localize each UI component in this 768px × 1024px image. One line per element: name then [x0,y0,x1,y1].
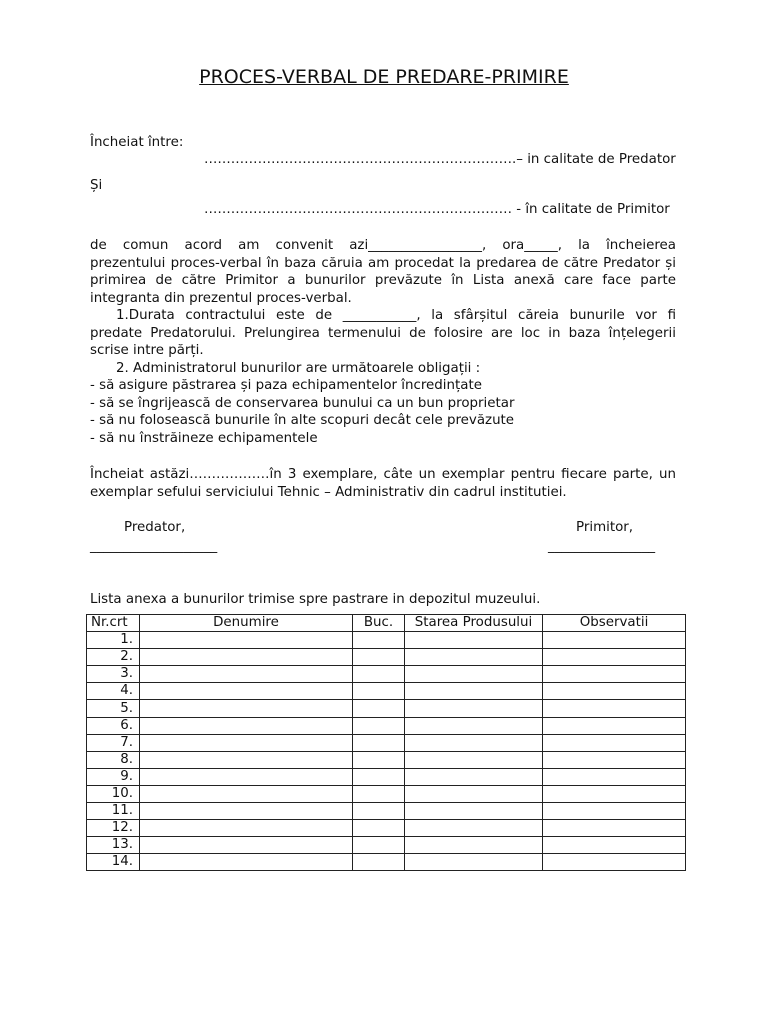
column-header-observatii: Observatii [543,615,686,632]
starea-cell[interactable] [405,854,543,871]
column-header-starea: Starea Produsului [405,615,543,632]
table-header-row [87,615,686,632]
observatii-cell[interactable] [543,700,686,717]
buc-cell[interactable] [353,632,405,649]
starea-cell[interactable] [405,785,543,802]
observatii-cell[interactable] [543,785,686,802]
primitor-party-line: …………………………………………………………… - în calitate de Primitor [204,202,670,217]
clause1-line: predate Predatorului. Prelungirea termenului de folosire are loc in baza înțelegerii [90,325,676,341]
starea-cell[interactable] [405,734,543,751]
denumire-cell[interactable] [140,785,353,802]
table-row [87,837,686,854]
annex-title: Lista anexa a bunurilor trimise spre pastrare in depozitul muzeului. [90,592,541,607]
buc-cell[interactable] [353,803,405,820]
denumire-cell[interactable] [140,632,353,649]
column-header-denumire: Denumire [140,615,353,632]
buc-cell[interactable] [353,666,405,683]
denumire-cell[interactable] [140,820,353,837]
row-number: 12. [87,820,140,837]
page-title: PROCES-VERBAL DE PREDARE-PRIMIRE [199,66,569,88]
table-row [87,734,686,751]
row-number: 2. [87,649,140,666]
table-row [87,649,686,666]
denumire-cell[interactable] [140,751,353,768]
primitor-signature-line: ________________ [548,539,656,554]
observatii-cell[interactable] [543,717,686,734]
buc-cell[interactable] [353,837,405,854]
table-row [87,751,686,768]
table-row [87,785,686,802]
buc-cell[interactable] [353,751,405,768]
observatii-cell[interactable] [543,820,686,837]
agreement-line: de comun acord am convenit azi_________________, ora_____, la încheierea [90,238,676,253]
clause2-intro: 2. Administratorul bunurilor are următoarele obligații : [116,360,481,376]
starea-cell[interactable] [405,751,543,768]
predator-signature-line: ___________________ [90,539,218,554]
observatii-cell[interactable] [543,751,686,768]
row-number: 3. [87,666,140,683]
row-number: 8. [87,751,140,768]
row-number: 6. [87,717,140,734]
starea-cell[interactable] [405,717,543,734]
buc-cell[interactable] [353,700,405,717]
starea-cell[interactable] [405,700,543,717]
column-header-buc: Buc. [353,615,405,632]
denumire-cell[interactable] [140,683,353,700]
obligation-item: - să nu folosească bunurile în alte scopuri decât cele prevăzute [90,413,515,428]
observatii-cell[interactable] [543,803,686,820]
buc-cell[interactable] [353,854,405,871]
annex-table [86,614,686,871]
clause1-line: scrise intre părți. [90,343,204,358]
obligation-item: - să asigure păstrarea și paza echipamentelor încredințate [90,378,482,393]
starea-cell[interactable] [405,803,543,820]
denumire-cell[interactable] [140,649,353,666]
agreement-line: primirea de către Primitor a bunurilor prevăzute în Lista anexă care face parte [90,273,676,288]
buc-cell[interactable] [353,649,405,666]
starea-cell[interactable] [405,649,543,666]
denumire-cell[interactable] [140,837,353,854]
denumire-cell[interactable] [140,768,353,785]
row-number: 11. [87,803,140,820]
observatii-cell[interactable] [543,837,686,854]
table-row [87,717,686,734]
row-number: 4. [87,683,140,700]
closing-line: exemplar sefului serviciului Tehnic – Administrativ din cadrul institutiei. [90,484,567,500]
row-number: 7. [87,734,140,751]
table-row [87,632,686,649]
buc-cell[interactable] [353,820,405,837]
starea-cell[interactable] [405,768,543,785]
buc-cell[interactable] [353,734,405,751]
agreement-line: integranta din prezentul proces-verbal. [90,290,352,306]
observatii-cell[interactable] [543,854,686,871]
row-number: 5. [87,700,140,717]
concluded-between-label: Încheiat între: [90,135,184,150]
observatii-cell[interactable] [543,649,686,666]
table-row [87,700,686,717]
observatii-cell[interactable] [543,734,686,751]
buc-cell[interactable] [353,785,405,802]
starea-cell[interactable] [405,666,543,683]
buc-cell[interactable] [353,768,405,785]
row-number: 9. [87,768,140,785]
starea-cell[interactable] [405,683,543,700]
denumire-cell[interactable] [140,666,353,683]
observatii-cell[interactable] [543,683,686,700]
predator-party-line: …………………………………………………………….– in calitate de Predator [204,152,676,167]
observatii-cell[interactable] [543,632,686,649]
table-row [87,803,686,820]
and-label: Și [90,178,103,193]
observatii-cell[interactable] [543,666,686,683]
predator-signature-label: Predator, [124,520,186,535]
table-row [87,854,686,871]
primitor-signature-label: Primitor, [576,520,634,535]
table-row [87,666,686,683]
starea-cell[interactable] [405,820,543,837]
agreement-line: prezentului proces-verbal în baza căruia am procedat la predarea de către Predator și [90,255,676,271]
starea-cell[interactable] [405,632,543,649]
table-row [87,820,686,837]
denumire-cell[interactable] [140,717,353,734]
denumire-cell[interactable] [140,803,353,820]
denumire-cell[interactable] [140,700,353,717]
row-number: 13. [87,837,140,854]
observatii-cell[interactable] [543,768,686,785]
closing-paragraph [90,466,676,501]
denumire-cell[interactable] [140,854,353,871]
row-number: 14. [87,854,140,871]
row-number: 1. [87,632,140,649]
clause1-line: 1.Durata contractului este de ___________, la sfârșitul căreia bunurile vor fi [116,308,676,323]
denumire-cell[interactable] [140,734,353,751]
agreement-paragraph [90,237,676,447]
table-row [87,768,686,785]
column-header-nr: Nr.crt [87,615,140,632]
row-number: 10. [87,785,140,802]
buc-cell[interactable] [353,683,405,700]
starea-cell[interactable] [405,837,543,854]
buc-cell[interactable] [353,717,405,734]
closing-line: Încheiat astăzi………………în 3 exemplare, câte un exemplar pentru fiecare parte, un [90,467,676,482]
table-row [87,683,686,700]
obligation-item: - să se îngrijească de conservarea bunului ca un bun proprietar [90,395,515,411]
obligation-item: - să nu înstrăineze echipamentele [90,430,318,446]
